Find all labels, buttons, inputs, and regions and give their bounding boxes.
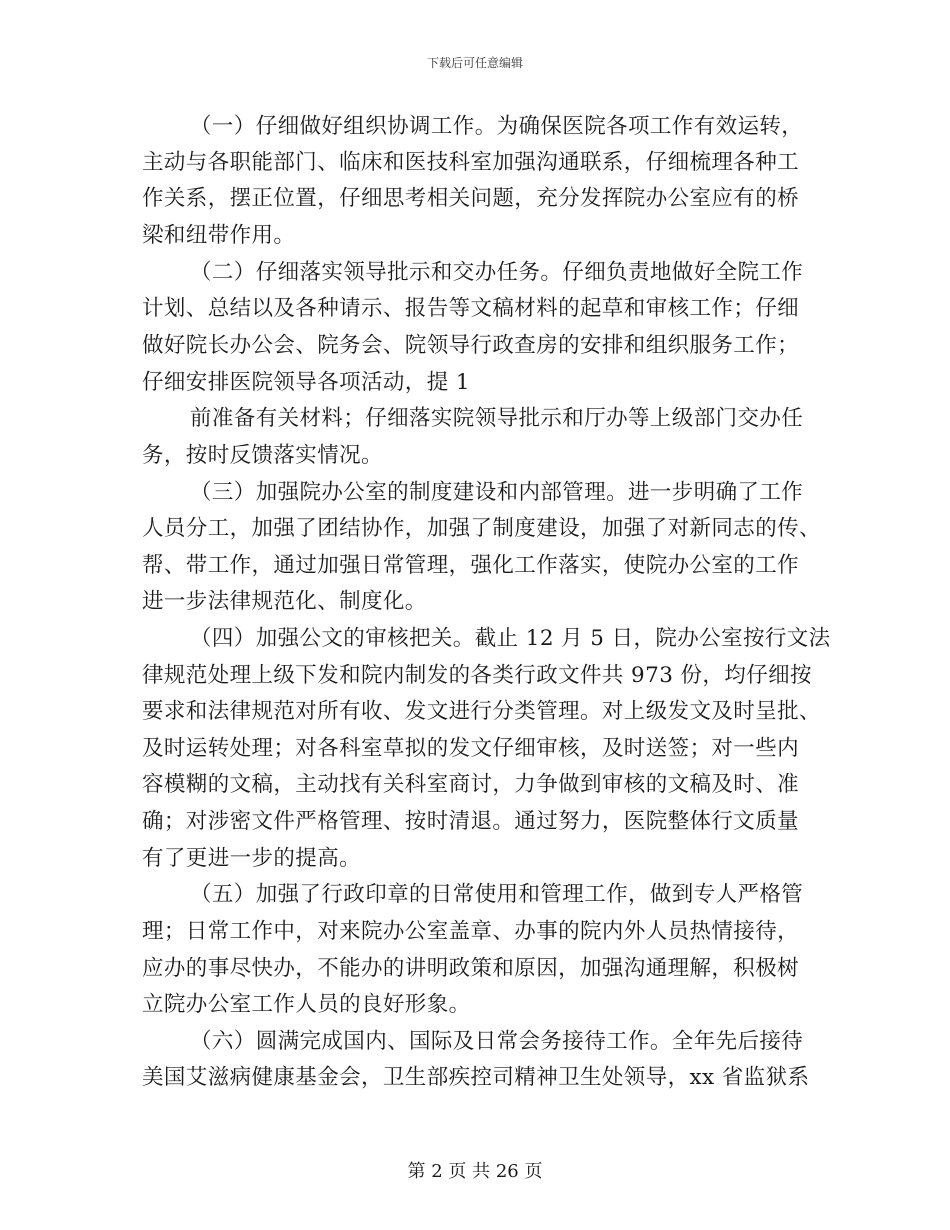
- paragraph-5-line-3: 应办的事尽快办，不能办的讲明政策和原因，加强沟通理解，积极树: [142, 956, 800, 981]
- paragraph-1-line-4: 梁和纽带作用。: [142, 223, 296, 248]
- paragraph-3-line-3: 帮、带工作，通过加强日常管理，强化工作落实，使院办公室的工作: [142, 553, 800, 578]
- paragraph-4-line-3: 要求和法律规范对所有收、发文进行分类管理。对上级发文及时呈批、: [142, 699, 821, 724]
- paragraph-4-line-7: 有了更进一步的提高。: [142, 846, 362, 871]
- paragraph-5-line-2: 理；日常工作中，对来院办公室盖章、办事的院内外人员热情接待，: [142, 919, 800, 944]
- paragraph-4-line-6: 确；对涉密文件严格管理、按时清退。通过努力，医院整体行文质量: [142, 809, 800, 834]
- paragraph-2-line-4: 仔细安排医院领导各项活动，提 1: [142, 370, 470, 395]
- paragraph-2-line-1: （二）仔细落实领导批示和交办任务。仔细负责地做好全院工作: [190, 260, 804, 285]
- paragraph-2-line-2: 计划、总结以及各种请示、报告等文稿材料的起草和审核工作；仔细: [142, 296, 800, 321]
- paragraph-1-line-2: 主动与各职能部门、临床和医技科室加强沟通联系，仔细梳理各种工: [142, 150, 800, 175]
- paragraph-4-line-4: 及时运转处理；对各科室草拟的发文仔细审核，及时送签；对一些内: [142, 736, 800, 761]
- paragraph-1-line-1: （一）仔细做好组织协调工作。为确保医院各项工作有效运转，: [190, 114, 804, 139]
- paragraph-4-line-2: 律规范处理上级下发和院内制发的各类行政文件共 973 份，均仔细按: [142, 663, 812, 688]
- paragraph-4-line-5: 容模糊的文稿，主动找有关科室商讨，力争做到审核的文稿及时、准: [142, 772, 800, 797]
- paragraph-6-line-2: 美国艾滋病健康基金会，卫生部疾控司精神卫生处领导，xx 省监狱系: [142, 1065, 810, 1090]
- paragraph-2-line-6: 务，按时反馈落实情况。: [142, 443, 383, 468]
- paragraph-4-line-1: （四）加强公文的审核把关。截止 12 月 5 日，院办公室按行文法: [190, 626, 831, 651]
- page-header: 下载后可任意编辑: [426, 56, 523, 70]
- paragraph-6-line-1: （六）圆满完成国内、国际及日常会务接待工作。全年先后接待: [190, 1029, 804, 1054]
- paragraph-5-line-1: （五）加强了行政印章的日常使用和管理工作，做到专人严格管: [190, 882, 804, 907]
- page-footer: 第 2 页 共 26 页: [407, 1161, 543, 1182]
- paragraph-3-line-1: （三）加强院办公室的制度建设和内部管理。进一步明确了工作: [190, 480, 804, 505]
- paragraph-3-line-4: 进一步法律规范化、制度化。: [142, 589, 427, 614]
- paragraph-3-line-2: 人员分工，加强了团结协作，加强了制度建设，加强了对新同志的传、: [142, 516, 821, 541]
- paragraph-2-line-3: 做好院长办公会、院务会、院领导行政查房的安排和组织服务工作；: [142, 333, 800, 358]
- paragraph-2-line-5: 前准备有关材料；仔细落实院领导批示和厅办等上级部门交办任: [190, 406, 804, 431]
- paragraph-1-line-3: 作关系，摆正位置，仔细思考相关问题，充分发挥院办公室应有的桥: [142, 186, 800, 211]
- paragraph-5-line-4: 立院办公室工作人员的良好形象。: [142, 992, 471, 1017]
